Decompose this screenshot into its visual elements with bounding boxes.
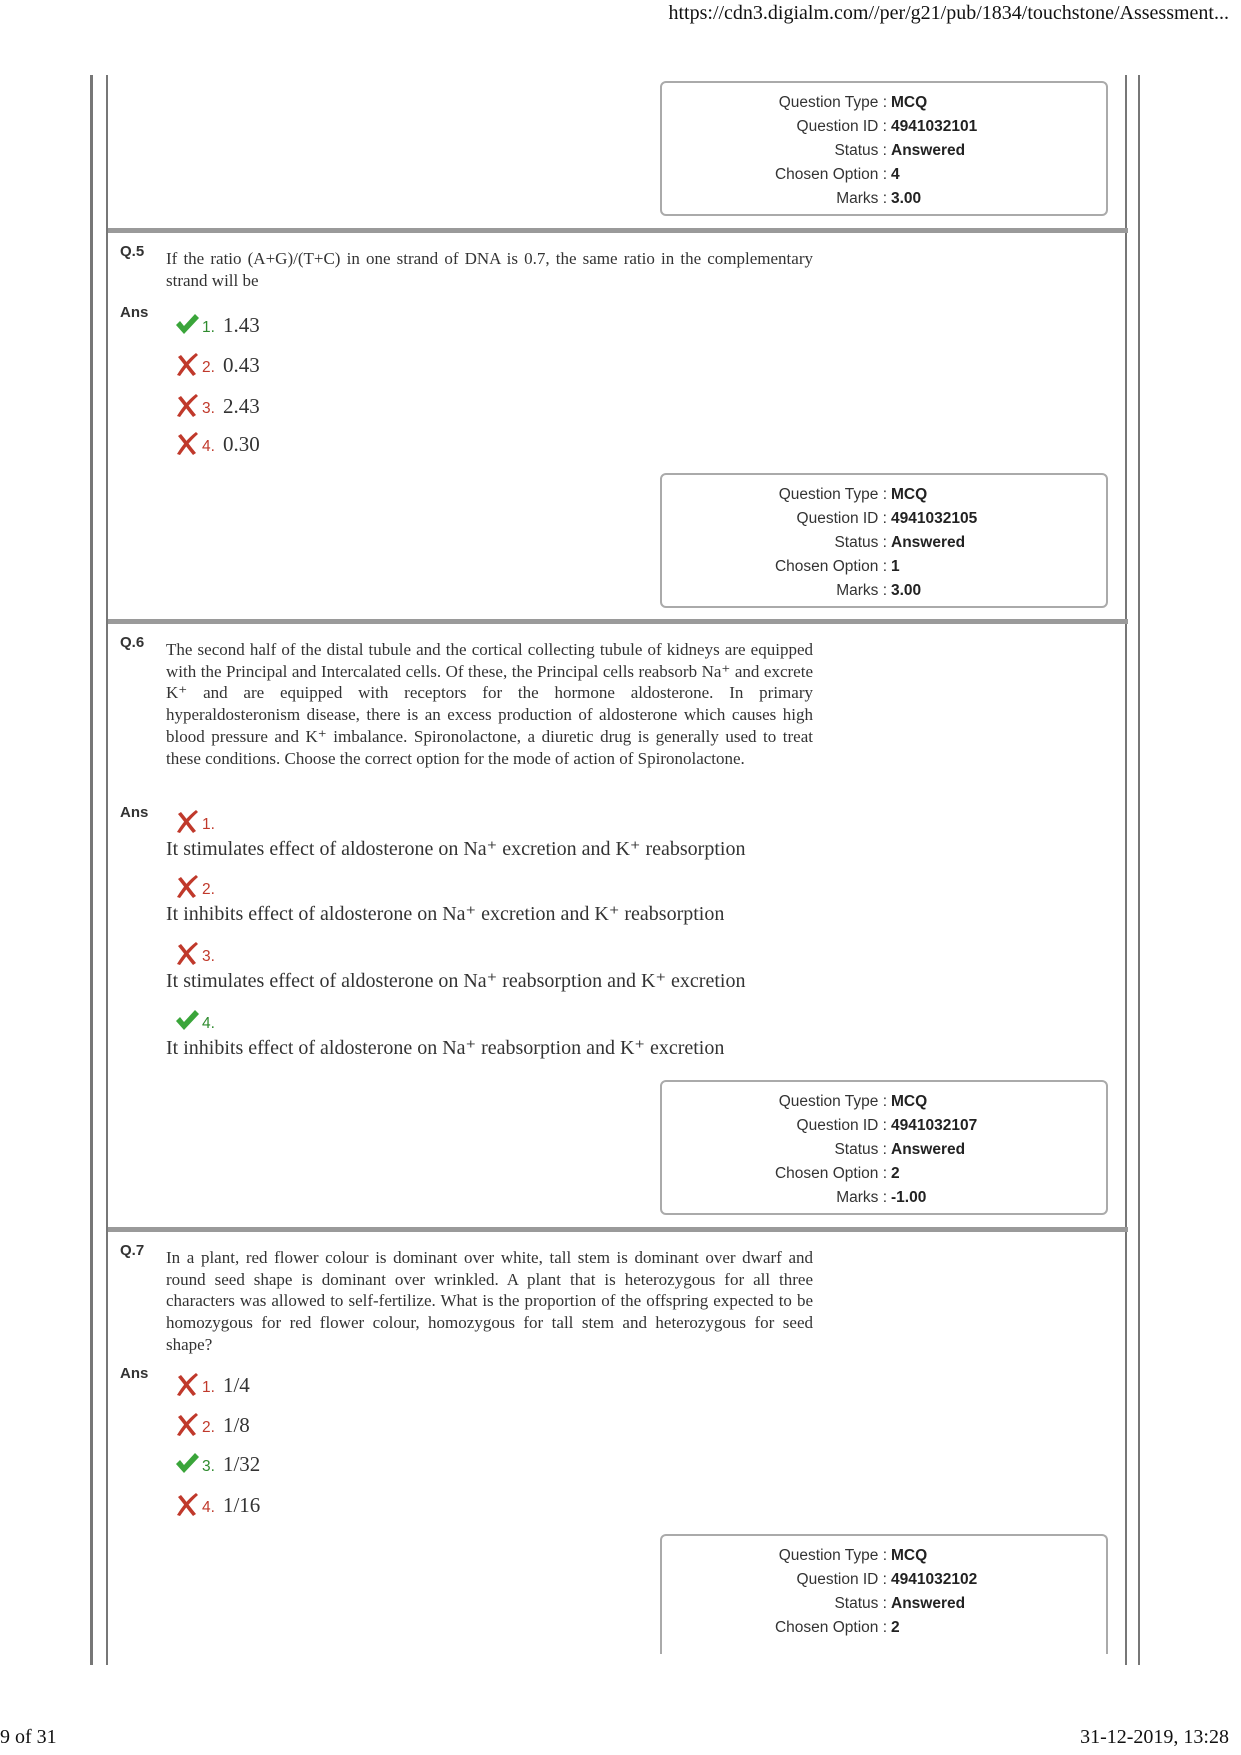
question-number: Q.5: [120, 243, 145, 260]
question-id-value: 4941032101: [891, 118, 978, 135]
option-row: [174, 1002, 223, 1033]
question-id-value: 4941032105: [891, 510, 978, 527]
cross-icon: [174, 1491, 200, 1517]
option-row: [174, 1445, 260, 1477]
option-number: 3.: [202, 1458, 215, 1475]
option-row: [174, 868, 223, 899]
chosen-option-value: 2: [891, 1619, 900, 1636]
option-value: 1.43: [222, 313, 260, 337]
cross-icon: [174, 1371, 200, 1397]
question-id-value: 4941032107: [891, 1117, 978, 1134]
cross-icon: [174, 873, 200, 899]
option-value: 1/8: [222, 1413, 250, 1437]
frame-right-inner: [1125, 75, 1127, 1665]
option-value: 0.30: [222, 432, 260, 456]
option-number: 3.: [202, 400, 215, 417]
option-number: 1.: [202, 1379, 215, 1396]
option-number: 4.: [202, 438, 215, 455]
marks-value: 3.00: [891, 190, 922, 207]
option-value: 1/32: [222, 1452, 261, 1476]
option-number: 1.: [202, 816, 215, 833]
option-row: [174, 1366, 250, 1398]
page-url: https://cdn3.digialm.com//per/g21/pub/1834/touchstone/Assessment...: [668, 2, 1229, 24]
question-number: Q.6: [120, 634, 145, 651]
option-value: It inhibits effect of aldosterone on Na⁺ excretion and K⁺ reabsorption: [166, 903, 725, 925]
option-value: 0.43: [222, 353, 260, 377]
option-row: [174, 346, 260, 378]
marks-value: 3.00: [891, 582, 922, 599]
page-number: 9 of 31: [0, 1726, 57, 1748]
frame-left-inner: [106, 75, 108, 1665]
info-box-q6: Question Type : MCQ Question ID : 4941032107 Status : Answered Chosen Option : 2 Marks : -1.00: [660, 1080, 1108, 1215]
chosen-option-value: 1: [891, 558, 900, 575]
question-number: Q.7: [120, 1242, 145, 1259]
option-value: It inhibits effect of aldosterone on Na⁺ reabsorption and K⁺ excretion: [166, 1037, 725, 1059]
ans-label: Ans: [120, 1365, 149, 1382]
option-number: 1.: [202, 319, 215, 336]
option-number: 4.: [202, 1015, 215, 1032]
ans-label: Ans: [120, 304, 149, 321]
frame-left-outer: [90, 75, 93, 1665]
option-number: 2.: [202, 359, 215, 376]
status-value: Answered: [891, 1141, 966, 1158]
option-row: [174, 306, 260, 338]
option-number: 3.: [202, 948, 215, 965]
option-row: [174, 935, 223, 966]
option-value: 1/16: [222, 1493, 261, 1517]
question-text: The second half of the distal tubule and the cortical collecting tubule of kidneys are equipped with the Principal and Intercalated cells. Of these, the Principal cells reabsorb Na⁺ and excrete K⁺ and are equipped with receptors for the hormone aldosterone. In primary hyperaldosteronism disease, there is an excess production of aldosterone which causes high blood pressure and K⁺ imbalance. Spironolactone, a diuretic drug is generally used to treat these conditions. Choose the correct option for the mode of action of Spironolactone.: [166, 640, 813, 768]
question-type-value: MCQ: [891, 94, 928, 111]
cross-icon: [174, 392, 200, 418]
ans-label: Ans: [120, 804, 149, 821]
question-text: In a plant, red flower colour is dominant over white, tall stem is dominant over dwarf and round seed shape is dominant over wrinkled. A plant that is heterozygous for all three characters was allowed to self-fertilize. What is the proportion of the offspring expected to be homozygous for red flower colour, homozygous for tall stem and heterozygous for seed shape?: [166, 1248, 813, 1354]
status-value: Answered: [891, 142, 966, 159]
status-value: Answered: [891, 534, 966, 551]
option-value: 1/4: [222, 1373, 250, 1397]
option-row: [174, 425, 260, 457]
status-value: Answered: [891, 1595, 966, 1612]
info-box-q7: Question Type : MCQ Question ID : 4941032102 Status : Answered Chosen Option : 2: [660, 1534, 1108, 1654]
question-text: If the ratio (A+G)/(T+C) in one strand of DNA is 0.7, the same ratio in the complementary strand will be: [166, 249, 813, 290]
chosen-option-value: 4: [891, 166, 900, 183]
cross-icon: [174, 808, 200, 834]
cross-icon: [174, 351, 200, 377]
question-type-value: MCQ: [891, 1547, 928, 1564]
option-number: 4.: [202, 1499, 215, 1516]
chosen-option-value: 2: [891, 1165, 900, 1182]
option-row: [174, 1406, 250, 1438]
section-divider: [108, 228, 1128, 233]
check-icon: [174, 1007, 200, 1033]
option-number: 2.: [202, 881, 215, 898]
option-value: It stimulates effect of aldosterone on Na⁺ excretion and K⁺ reabsorption: [166, 838, 746, 860]
question-type-value: MCQ: [891, 1093, 928, 1110]
check-icon: [174, 1450, 200, 1476]
option-number: 2.: [202, 1419, 215, 1436]
check-icon: [174, 311, 200, 337]
question-type-value: MCQ: [891, 486, 928, 503]
option-value: It stimulates effect of aldosterone on Na⁺ reabsorption and K⁺ excretion: [166, 970, 746, 992]
question-id-value: 4941032102: [891, 1571, 978, 1588]
cross-icon: [174, 940, 200, 966]
info-box-q4: Question Type : MCQ Question ID : 4941032101 Status : Answered Chosen Option : 4 Marks : 3.00: [660, 81, 1108, 216]
frame-right-outer: [1138, 75, 1140, 1665]
cross-icon: [174, 430, 200, 456]
option-row: [174, 803, 223, 834]
print-datetime: 31-12-2019, 13:28: [1080, 1726, 1229, 1748]
option-value: 2.43: [222, 394, 260, 418]
section-divider: [108, 619, 1128, 624]
option-row: [174, 387, 260, 419]
option-row: [174, 1486, 260, 1518]
section-divider: [108, 1227, 1128, 1232]
info-box-q5: Question Type : MCQ Question ID : 4941032105 Status : Answered Chosen Option : 1 Marks : 3.00: [660, 473, 1108, 608]
marks-value: -1.00: [891, 1189, 927, 1206]
cross-icon: [174, 1411, 200, 1437]
